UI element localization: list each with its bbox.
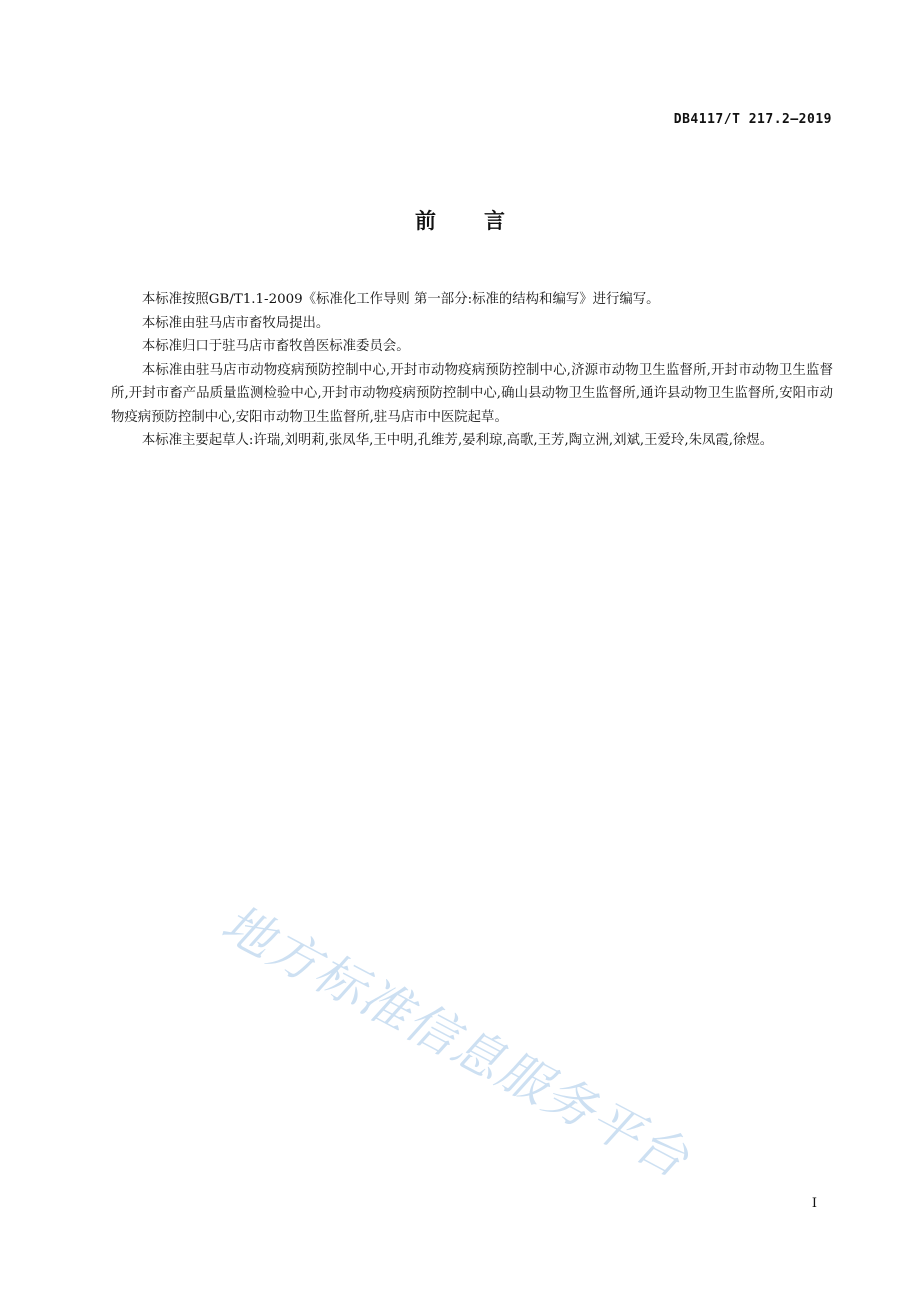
paragraph-drafting-organizations: 本标准由驻马店市动物疫病预防控制中心,开封市动物疫病预防控制中心,济源市动物卫生监督所,开封市动物卫生监督所,开封市畜产品质量监测检验中心,开封市动物疫病预防控制中心,确山县动物卫生监督所,通许县动物卫生监督所,安阳市动物疫病预防控制中心,安阳市动物卫生监督所,驻马店市中医院起草。 (111, 362, 833, 425)
foreword-body (111, 288, 833, 453)
watermark: 地方标准信息服务平台 (212, 893, 699, 1190)
standard-code: DB4117/T 217.2—2019 (673, 112, 832, 127)
paragraph-responsible-committee: 本标准归口于驻马店市畜牧兽医标准委员会。 (141, 339, 410, 354)
paragraph-drafters: 本标准主要起草人:许瑞,刘明莉,张凤华,王中明,孔维芳,晏利琼,高歌,王芳,陶立洲,刘斌,王爱玲,朱凤霞,徐煜。 (141, 433, 774, 448)
page-number: I (811, 1196, 817, 1211)
paragraph-drafting-rules: 本标准按照GB/T1.1-2009《标准化工作导则 第一部分:标准的结构和编写》进行编写。 (141, 292, 660, 307)
paragraph-proposer: 本标准由驻马店市畜牧局提出。 (141, 315, 330, 331)
page-title: 前言 (415, 209, 553, 233)
